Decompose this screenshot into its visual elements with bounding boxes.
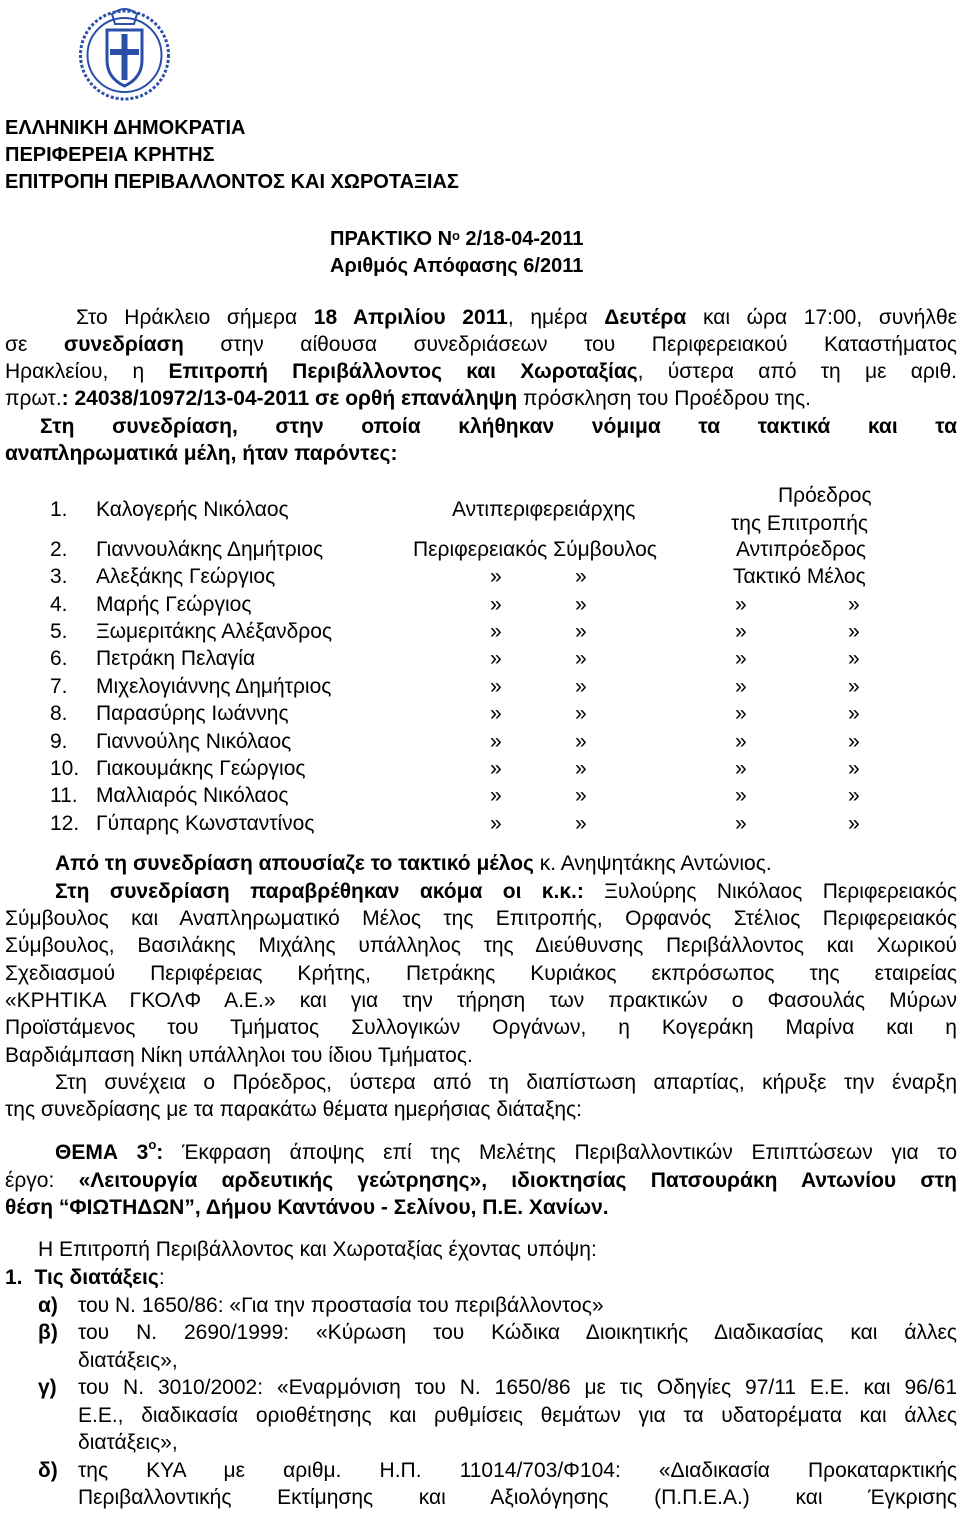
ditto-mark: » [575,647,587,670]
item-c-line-3: διατάξεις», [78,1431,178,1454]
ditto-mark: » [575,702,587,725]
t: συνεδρίαση [63,333,184,356]
ditto-mark: » [575,593,587,616]
ditto-mark: » [575,565,587,588]
member-name: Μαλλιαρός Νικόλαος [96,784,289,807]
t: Ξυλούρης Νικόλαος Περιφερειακός [583,880,957,903]
member-row-9 [0,730,960,757]
ditto-mark: » [735,812,747,835]
ditto-mark: » [848,784,860,807]
ditto-mark: » [735,784,747,807]
item-c-label: γ) [38,1376,57,1399]
member-number: 2. [50,538,68,561]
member-row-8 [0,702,960,729]
intro-line-3 [5,360,957,384]
member-name: Γύπαρης Κωνσταντίνος [96,812,315,835]
member-row-7 [0,675,960,702]
ditto-mark: » [848,730,860,753]
ditto-mark: » [490,565,502,588]
member-number: 7. [50,675,68,698]
intro-line-4 [5,387,811,411]
committee-name: Επιτροπή Περιβάλλοντος και Χωροταξίας [168,360,638,383]
member-row-2 [0,538,960,565]
minutes-title-prefix: ΠΡΑΚΤΙΚΟ Ν [330,228,453,250]
t: Στο Ηράκλειο σήμερα [76,306,314,329]
issuer-line-3: ΕΠΙΤΡΟΠΗ ΠΕΡΙΒΑΛΛΟΝΤΟΣ ΚΑΙ ΧΩΡΟΤΑΞΙΑΣ [5,171,459,193]
coat-of-arms-emblem [77,4,172,102]
topic-line-2 [5,1169,957,1193]
member-row-6 [0,647,960,674]
member-name: Παρασύρης Ιωάννης [96,702,289,725]
member-position: Αντιπρόεδρος [736,538,866,561]
ditto-mark: » [735,675,747,698]
t: : [158,1266,165,1289]
t: έργο: [5,1169,79,1192]
member-name: Πετράκη Πελαγία [96,647,256,670]
t: Από τη συνεδρίαση απουσίαζε το τακτικό μέλος [55,852,534,875]
ditto-mark: » [575,620,587,643]
member-row-12 [0,812,960,839]
issuer-block [5,115,459,196]
ditto-mark: » [490,757,502,780]
attendees-line-6: Προϊστάμενος του Τμήματος Συλλογικών Οργάνων, η Κογεράκη Μαρίνα και η [5,1016,957,1039]
continuation-line-1: Στη συνέχεια ο Πρόεδρος, ύστερα από τη διαπίστωση απαρτίας, κήρυξε την έναρξη [55,1071,957,1094]
ditto-mark: » [848,675,860,698]
item-b-label: β) [38,1321,58,1344]
ditto-mark: » [848,702,860,725]
t: ΘΕΜΑ 3 [55,1141,149,1164]
item-c-line-1: του Ν. 3010/2002: «Εναρμόνιση του Ν. 1650/86 με τις Οδηγίες 97/11 Ε.Ε. και 96/61 [78,1376,957,1399]
topic-line-3: θέση “ΦΙΩΤΗΔΩΝ”, Δήμου Καντάνου - Σελίνου, Π.Ε. Χανίων. [5,1196,609,1219]
member-name: Μαρής Γεώργιος [96,593,252,616]
member-name: Γιακουμάκης Γεώργιος [96,757,306,780]
member-row-11 [0,784,960,811]
t: 1. [5,1266,23,1289]
t: πρωτ. [5,387,62,410]
member-number: 11. [50,784,78,807]
member-role: Περιφερειακός Σύμβουλος [413,538,657,561]
meeting-date: 18 Απριλίου 2011 [313,306,508,329]
ditto-mark: » [848,647,860,670]
attendees-line-2: Σύμβουλος και Αναπληρωματικό Μέλος της Επιτροπής, Ορφανός Στέλιος Περιφερειακός [5,907,957,930]
provisions-heading [5,1266,165,1290]
ditto-mark: » [735,647,747,670]
ditto-mark: » [575,812,587,835]
item-a-text: του Ν. 1650/86: «Για την προστασία του περιβάλλοντος» [78,1294,604,1317]
member-row-4 [0,593,960,620]
issuer-line-1: ΕΛΛΗΝΙΚΗ ΔΗΜΟΚΡΑΤΙΑ [5,117,246,139]
item-c-line-2: Ε.Ε., διαδικασία οριοθέτησης και ρυθμίσεις θεμάτων για τα υδατορέματα και άλλες [78,1404,957,1427]
member-number: 12. [50,812,80,835]
topic-line-1 [55,1137,958,1165]
ditto-mark: » [735,757,747,780]
attendees-line-5: «ΚΡΗΤΙΚΑ ΓΚΟΛΦ Α.Ε.» και για την τήρηση των πρακτικών ο Φασουλάς Μύρων [5,989,957,1012]
ditto-mark: » [848,593,860,616]
intro-line-5: Στη συνεδρίαση, στην οποία κλήθηκαν νόμιμα τα τακτικά και τα [40,415,957,438]
member-number: 6. [50,647,68,670]
ditto-mark: » [575,784,587,807]
member-number: 10. [50,757,80,780]
attendees-line-4: Σχεδιασμού Περιφέρειας Κρήτης, Πετράκης Κυριάκος εκπρόσωπος της εταιρείας [5,962,957,985]
emblem-icon [77,4,172,102]
member-number: 1. [50,498,68,521]
ditto-mark: » [735,620,747,643]
ditto-mark: » [490,702,502,725]
absent-member: κ. Ανηψητάκης Αντώνιος. [533,852,772,875]
t: Τις διατάξεις [34,1266,159,1289]
member-position: της Επιτροπής [731,512,869,535]
ditto-mark: » [575,730,587,753]
item-a-label: α) [38,1294,58,1317]
t: στην αίθουσα συνεδριάσεων του Περιφερειακού Καταστήματος [183,333,957,356]
considering-line: Η Επιτροπή Περιβάλλοντος και Χωροταξίας έχοντας υπόψη: [38,1238,597,1261]
member-row-3 [0,565,960,592]
item-b-line-1: του Ν. 2690/1999: «Κύρωση του Κώδικα Διοικητικής Διαδικασίας και άλλες [78,1321,957,1344]
member-role: Αντιπεριφερειάρχης [452,498,636,521]
meeting-day: Δευτέρα [604,306,687,329]
minutes-title-suffix: 2/18-04-2011 [460,228,584,250]
t: Ηρακλείου, η [5,360,169,383]
ditto-mark: » [575,757,587,780]
member-number: 5. [50,620,68,643]
ditto-mark: » [490,730,502,753]
minutes-title-block [330,226,583,280]
member-row-5 [0,620,960,647]
member-name: Γιαννούλης Νικόλαος [96,730,292,753]
intro-line-2 [5,333,957,357]
intro-line-1 [76,306,957,330]
topic-label [55,1137,164,1164]
t: και ώρα 17:00, συνήλθε [686,306,958,329]
t: πρόσκληση του Προέδρου της. [517,387,811,410]
attendees-line-3: Σύμβουλος, Βασιλάκης Μιχάλης υπάλληλος της Διεύθυνσης Περιβάλλοντος και Χωρικού [5,934,957,957]
t: : [156,1141,164,1164]
minutes-title-sup: ο [452,228,460,243]
member-number: 4. [50,593,68,616]
ditto-mark: » [490,593,502,616]
t: σε [5,333,64,356]
ditto-mark: » [848,757,860,780]
minutes-title [330,226,583,253]
member-name: Ξωμεριτάκης Αλέξανδρος [96,620,333,643]
member-position: Τακτικό Μέλος [733,565,866,588]
ditto-mark: » [490,812,502,835]
item-b-line-2: διατάξεις», [78,1349,178,1372]
member-position: Πρόεδρος [778,484,872,507]
member-row-10 [0,757,960,784]
attendees-line-7: Βαρδιάμπαση Νίκη υπάλληλοι του ίδιου Τμήματος. [5,1044,473,1067]
absence-line [55,852,772,876]
t: Στη συνεδρίαση παραβρέθηκαν ακόμα οι κ.κ.: [55,880,584,903]
intro-line-6: αναπληρωματικά μέλη, ήταν παρόντες: [5,442,398,465]
ditto-mark: » [848,812,860,835]
ditto-mark: » [735,593,747,616]
member-row-1 [0,484,960,538]
attendees-line-1 [55,880,957,904]
member-number: 8. [50,702,68,725]
ditto-mark: » [490,620,502,643]
member-name: Μιχελογιάννης Δημήτριος [96,675,332,698]
t: , ύστερα από τη με αριθ. [637,360,957,383]
invitation-number: : 24038/10972/13-04-2011 σε ορθή επανάληψη [61,387,518,410]
member-number: 9. [50,730,68,753]
continuation-line-2: της συνεδρίασης με τα παρακάτω θέματα ημερήσιας διάταξης: [5,1098,582,1121]
ditto-mark: » [735,702,747,725]
ditto-mark: » [735,730,747,753]
t: , ημέρα [507,306,605,329]
ditto-mark: » [490,647,502,670]
decision-number: Αριθμός Απόφασης 6/2011 [330,255,584,277]
ditto-mark: » [490,675,502,698]
ditto-mark: » [490,784,502,807]
item-d-label: δ) [38,1459,58,1482]
t: ο [148,1137,157,1152]
ditto-mark: » [575,675,587,698]
ditto-mark: » [848,620,860,643]
item-d-line-2: Περιβαλλοντικής Εκτίμησης και Αξιολόγησης (Π.Π.Ε.Α.) και Έγκρισης [78,1486,957,1509]
member-name: Αλεξάκης Γεώργιος [96,565,276,588]
item-d-line-1: της ΚΥΑ με αριθμ. Η.Π. 11014/703/Φ104: «Διαδικασία Προκαταρκτικής [78,1459,957,1482]
t: Έκφραση άποψης επί της Μελέτης Περιβαλλοντικών Επιπτώσεων για το [163,1141,958,1164]
issuer-line-2: ΠΕΡΙΦΕΡΕΙΑ ΚΡΗΤΗΣ [5,144,215,166]
project-title: «Λειτουργία αρδευτικής γεώτρησης», ιδιοκτησίας Πατσουράκη Αντωνίου στη [78,1169,957,1192]
member-name: Γιαννουλάκης Δημήτριος [96,538,324,561]
member-name: Καλογερής Νικόλαος [96,498,289,521]
member-number: 3. [50,565,68,588]
